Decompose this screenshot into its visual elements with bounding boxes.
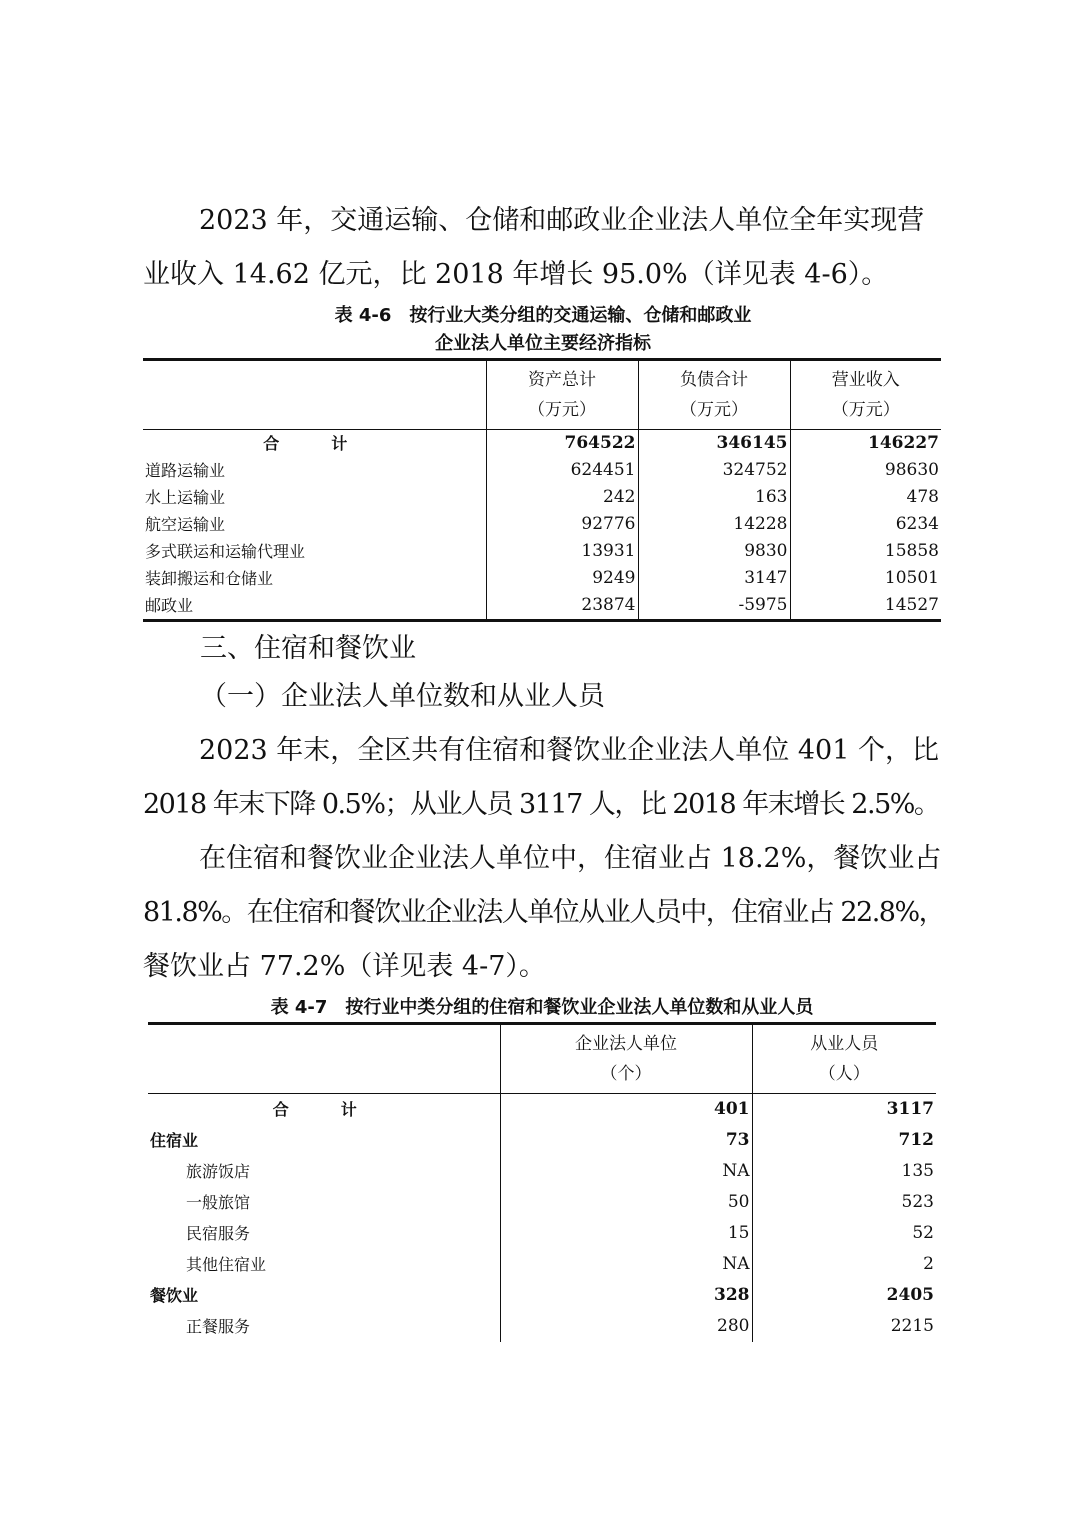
table-4-6-caption xyxy=(143,302,943,358)
row-liabilities: -5975 xyxy=(638,592,790,621)
total-employees: 3117 xyxy=(752,1094,936,1126)
share-paragraph xyxy=(143,832,943,994)
row-label: 正餐服务 xyxy=(186,1317,251,1336)
row-revenue: 14527 xyxy=(790,592,941,621)
table-row xyxy=(148,1156,936,1187)
row-label: 旅游饭店 xyxy=(186,1162,251,1181)
row-units: 328 xyxy=(500,1280,752,1311)
row-employees: 135 xyxy=(752,1156,936,1187)
row-label: 道路运输业 xyxy=(145,461,226,480)
row-employees: 523 xyxy=(752,1187,936,1218)
header-liabilities-unit: （万元） xyxy=(680,400,748,420)
total-revenue: 146227 xyxy=(790,430,941,458)
share-line-1: 在住宿和餐饮业企业法人单位中，住宿业占 18.2%，餐饮业占 xyxy=(199,843,942,874)
row-label: 邮政业 xyxy=(145,596,194,615)
row-units: 50 xyxy=(500,1187,752,1218)
category-label: 住宿业 xyxy=(150,1131,199,1150)
table-row xyxy=(143,565,941,592)
share-line-2: 81.8%。在住宿和餐饮业企业法人单位从业人员中，住宿业占 22.8%， xyxy=(143,897,945,928)
row-units: NA xyxy=(500,1249,752,1280)
header-employees-unit: （人） xyxy=(818,1064,870,1084)
table-header-row xyxy=(143,360,941,430)
subsection-heading: （一）企业法人单位数和从业人员 xyxy=(200,681,605,712)
header-assets-name: 资产总计 xyxy=(528,370,596,390)
row-liabilities: 14228 xyxy=(638,511,790,538)
table-row xyxy=(143,538,941,565)
intro-paragraph xyxy=(143,194,943,302)
row-units: 73 xyxy=(500,1125,752,1156)
row-assets: 92776 xyxy=(486,511,638,538)
header-assets-unit: （万元） xyxy=(528,400,596,420)
category-label: 餐饮业 xyxy=(150,1286,199,1305)
row-label: 装卸搬运和仓储业 xyxy=(145,569,274,588)
summary-line-2: 2018 年末下降 0.5%；从业人员 3117 人，比 2018 年末增长 2.5%。 xyxy=(143,789,940,820)
row-employees: 2 xyxy=(752,1249,936,1280)
total-units: 401 xyxy=(500,1094,752,1126)
header-liabilities xyxy=(638,360,790,430)
row-employees: 712 xyxy=(752,1125,936,1156)
row-liabilities: 9830 xyxy=(638,538,790,565)
row-assets: 23874 xyxy=(486,592,638,621)
row-employees: 2215 xyxy=(752,1311,936,1342)
row-revenue: 6234 xyxy=(790,511,941,538)
row-employees: 52 xyxy=(752,1218,936,1249)
header-revenue-name: 营业收入 xyxy=(831,370,900,390)
row-revenue: 98630 xyxy=(790,457,941,484)
table-4-6-caption-line-2: 企业法人单位主要经济指标 xyxy=(435,333,651,354)
total-label: 合 计 xyxy=(263,434,366,453)
row-revenue: 478 xyxy=(790,484,941,511)
table-row xyxy=(148,1218,936,1249)
header-blank xyxy=(148,1024,500,1094)
row-label: 多式联运和运输代理业 xyxy=(145,542,306,561)
table-row xyxy=(148,1125,936,1156)
row-assets: 624451 xyxy=(486,457,638,484)
row-liabilities: 324752 xyxy=(638,457,790,484)
table-4-7 xyxy=(148,1022,936,1342)
row-assets: 9249 xyxy=(486,565,638,592)
row-liabilities: 163 xyxy=(638,484,790,511)
row-units: NA xyxy=(500,1156,752,1187)
summary-paragraph xyxy=(143,724,943,832)
total-assets: 764522 xyxy=(486,430,638,458)
intro-line-1: 2023 年，交通运输、仓储和邮政业企业法人单位全年实现营 xyxy=(199,205,925,236)
header-revenue xyxy=(790,360,941,430)
share-line-3: 餐饮业占 77.2%（详见表 4-7）。 xyxy=(143,951,546,982)
table-total-row xyxy=(148,1094,936,1126)
table-header-row xyxy=(148,1024,936,1094)
header-blank xyxy=(143,360,486,430)
table-total-row xyxy=(143,430,941,458)
table-row xyxy=(143,511,941,538)
total-label: 合 计 xyxy=(272,1100,375,1119)
row-label: 水上运输业 xyxy=(145,488,226,507)
total-liabilities: 346145 xyxy=(638,430,790,458)
table-row xyxy=(143,484,941,511)
row-units: 280 xyxy=(500,1311,752,1342)
table-row xyxy=(148,1249,936,1280)
row-label: 航空运输业 xyxy=(145,515,226,534)
table-row xyxy=(143,592,941,621)
header-revenue-unit: （万元） xyxy=(831,400,900,420)
row-label: 民宿服务 xyxy=(186,1224,251,1243)
row-label: 一般旅馆 xyxy=(186,1193,251,1212)
row-revenue: 10501 xyxy=(790,565,941,592)
row-units: 15 xyxy=(500,1218,752,1249)
header-assets xyxy=(486,360,638,430)
row-revenue: 15858 xyxy=(790,538,941,565)
header-units-unit: （个） xyxy=(600,1064,652,1084)
table-row xyxy=(143,457,941,484)
row-assets: 242 xyxy=(486,484,638,511)
section-heading: 三、住宿和餐饮业 xyxy=(200,633,416,664)
table-row xyxy=(148,1280,936,1311)
page-content xyxy=(143,194,943,1342)
table-4-6 xyxy=(143,358,941,622)
row-assets: 13931 xyxy=(486,538,638,565)
table-row xyxy=(148,1311,936,1342)
header-employees-name: 从业人员 xyxy=(810,1034,879,1054)
table-row xyxy=(148,1187,936,1218)
row-label: 其他住宿业 xyxy=(186,1255,267,1274)
row-liabilities: 3147 xyxy=(638,565,790,592)
header-liabilities-name: 负债合计 xyxy=(680,370,748,390)
header-units xyxy=(500,1024,752,1094)
summary-line-1: 2023 年末，全区共有住宿和餐饮业企业法人单位 401 个，比 xyxy=(199,735,939,766)
table-4-6-caption-line-1: 表 4-6 按行业大类分组的交通运输、仓储和邮政业 xyxy=(334,305,752,326)
header-units-name: 企业法人单位 xyxy=(575,1034,677,1054)
table-4-7-caption: 表 4-7 按行业中类分组的住宿和餐饮业企业法人单位数和从业人员 xyxy=(270,997,814,1018)
row-employees: 2405 xyxy=(752,1280,936,1311)
header-employees xyxy=(752,1024,936,1094)
intro-line-2: 业收入 14.62 亿元，比 2018 年增长 95.0%（详见表 4-6）。 xyxy=(143,259,889,290)
